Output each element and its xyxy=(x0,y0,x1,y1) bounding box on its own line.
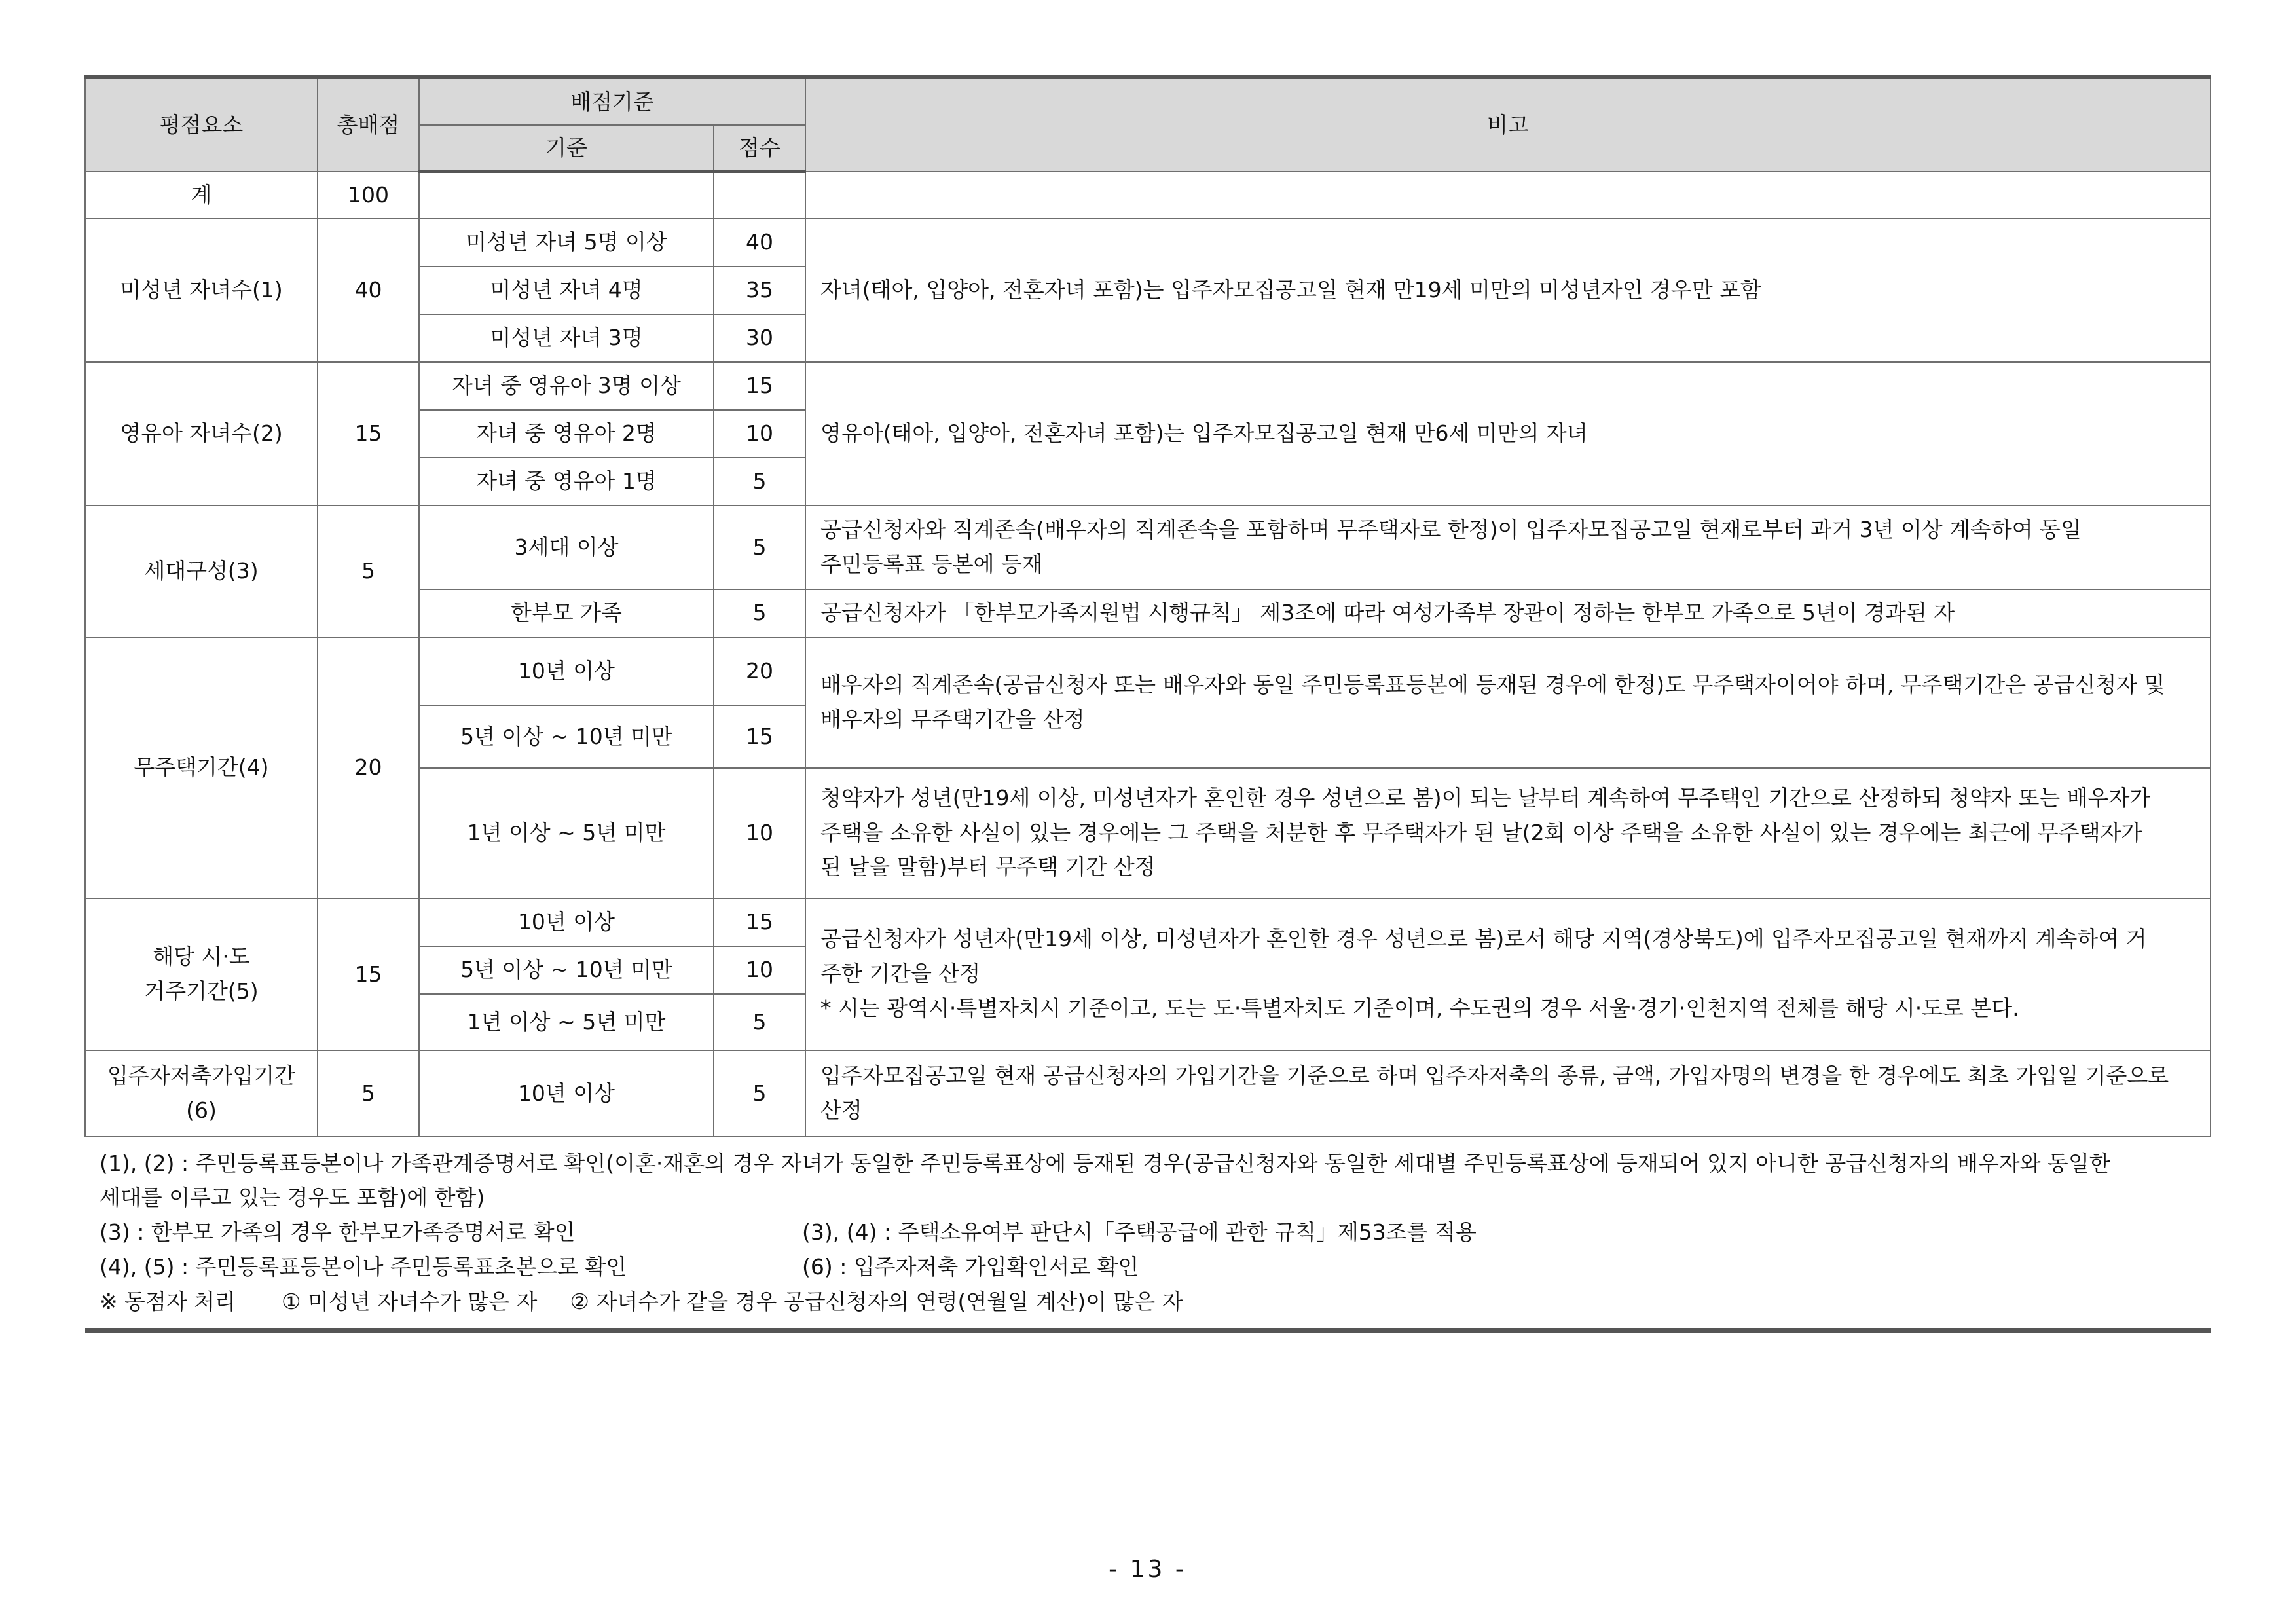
score-cell: 30 xyxy=(714,314,805,362)
remark-line: 청약자가 성년(만19세 이상, 미성년자가 혼인한 경우 성년으로 봄)이 되는 날부터 계속하여 무주택인 기간으로 산정하되 청약자 또는 배우자가 xyxy=(820,784,2151,811)
notes-cell xyxy=(85,1137,2211,1331)
score-cell: 20 xyxy=(714,637,805,705)
factor-line: 입주자저축가입기간 xyxy=(107,1062,295,1088)
criteria-cell: 10년 이상 xyxy=(419,898,714,946)
score-cell: 5 xyxy=(714,994,805,1050)
total-cell: 20 xyxy=(318,637,419,898)
score-cell: 5 xyxy=(714,589,805,637)
notes-row xyxy=(85,1137,2211,1331)
header-score: 점수 xyxy=(714,125,805,172)
table-row xyxy=(85,362,2211,410)
remark-cell: 공급신청자가 「한부모가족지원법 시행규칙」 제3조에 따라 여성가족부 장관이 정하는 한부모 가족으로 5년이 경과된 자 xyxy=(805,589,2211,637)
criteria-cell: 자녀 중 영유아 2명 xyxy=(419,410,714,458)
tie-rule-1: ① 미성년 자녀수가 많은 자 xyxy=(282,1288,538,1314)
criteria-cell: 5년 이상 ~ 10년 미만 xyxy=(419,946,714,994)
header-criteria: 기준 xyxy=(419,125,714,172)
criteria-cell: 1년 이상 ~ 5년 미만 xyxy=(419,768,714,898)
remark-line: 된 날을 말함)부터 무주택 기간 산정 xyxy=(820,854,1156,880)
header-factor: 평점요소 xyxy=(85,77,318,172)
note-line: 세대를 이루고 있는 경우도 포함)에 한함) xyxy=(100,1185,485,1211)
note-line xyxy=(100,1250,2196,1285)
tie-break-line xyxy=(100,1285,2196,1320)
tie-rule-2: ② 자녀수가 같을 경우 공급신청자의 연령(연월일 계산)이 많은 자 xyxy=(570,1288,1183,1314)
page-number: - 13 - xyxy=(1109,1556,1186,1583)
total-cell: 15 xyxy=(318,362,419,506)
factor-cell: 세대구성(3) xyxy=(85,506,318,637)
criteria-cell: 미성년 자녀 5명 이상 xyxy=(419,219,714,267)
remark-cell: 영유아(태아, 입양아, 전혼자녀 포함)는 입주자모집공고일 현재 만6세 미만의 자녀 xyxy=(805,362,2211,506)
criteria-cell: 미성년 자녀 4명 xyxy=(419,267,714,314)
score-cell: 15 xyxy=(714,898,805,946)
table-row xyxy=(85,898,2211,946)
remark-line: 배우자의 직계존속(공급신청자 또는 배우자와 동일 주민등록표등본에 등재된 경우에 한정)도 무주택자이어야 하며, 무주택기간은 공급신청자 및 xyxy=(820,671,2165,697)
remark-cell xyxy=(805,898,2211,1050)
score-cell: 15 xyxy=(714,705,805,768)
factor-line: 거주기간(5) xyxy=(144,978,259,1004)
score-cell: 5 xyxy=(714,506,805,589)
remark-cell: 자녀(태아, 입양아, 전혼자녀 포함)는 입주자모집공고일 현재 만19세 미만의 미성년자인 경우만 포함 xyxy=(805,219,2211,362)
criteria-cell: 10년 이상 xyxy=(419,637,714,705)
note-left: (4), (5) : 주민등록표등본이나 주민등록표초본으로 확인 xyxy=(100,1253,627,1280)
score-cell: 40 xyxy=(714,219,805,267)
factor-cell xyxy=(85,1050,318,1137)
score-cell: 15 xyxy=(714,362,805,410)
table-row xyxy=(85,219,2211,267)
criteria-cell: 1년 이상 ~ 5년 미만 xyxy=(419,994,714,1050)
remark-line: 산정 xyxy=(820,1097,862,1123)
total-label: 계 xyxy=(85,172,318,219)
factor-line: 해당 시·도 xyxy=(153,943,250,969)
remark-cell xyxy=(805,506,2211,589)
total-cell: 15 xyxy=(318,898,419,1050)
score-cell: 10 xyxy=(714,768,805,898)
remark-line: 공급신청자가 성년자(만19세 이상, 미성년자가 혼인한 경우 성년으로 봄)로서 해당 지역(경상북도)에 입주자모집공고일 현재까지 계속하여 거 xyxy=(820,926,2147,952)
criteria-cell: 자녀 중 영유아 1명 xyxy=(419,458,714,506)
table-row xyxy=(85,506,2211,589)
remark-line: 주택을 소유한 사실이 있는 경우에는 그 주택을 처분한 후 무주택자가 된 날(2회 이상 주택을 소유한 사실이 있는 경우에는 최근에 무주택자가 xyxy=(820,819,2142,845)
criteria-cell: 미성년 자녀 3명 xyxy=(419,314,714,362)
remark-cell xyxy=(805,768,2211,898)
remark-line: * 시는 광역시·특별자치시 기준이고, 도는 도·특별자치도 기준이며, 수도권의 경우 서울·경기·인천지역 전체를 해당 시·도로 본다. xyxy=(820,995,2019,1021)
score-cell: 10 xyxy=(714,946,805,994)
table-row-total xyxy=(85,172,2211,219)
remark-line: 배우자의 무주택기간을 산정 xyxy=(820,706,1085,732)
note-right: (3), (4) : 주택소유여부 판단시「주택공급에 관한 규칙」제53조를 적용 xyxy=(802,1219,1477,1246)
factor-cell: 영유아 자녀수(2) xyxy=(85,362,318,506)
factor-cell: 무주택기간(4) xyxy=(85,637,318,898)
score-cell: 5 xyxy=(714,458,805,506)
header-total: 총배점 xyxy=(318,77,419,172)
criteria-cell: 5년 이상 ~ 10년 미만 xyxy=(419,705,714,768)
factor-cell xyxy=(85,898,318,1050)
factor-cell: 미성년 자녀수(1) xyxy=(85,219,318,362)
header-remark: 비고 xyxy=(805,77,2211,172)
remark-line: 공급신청자와 직계존속(배우자의 직계존속을 포함하며 무주택자로 한정)이 입주자모집공고일 현재로부터 과거 3년 이상 계속하여 동일 xyxy=(820,516,2082,542)
total-cell: 40 xyxy=(318,219,419,362)
criteria-cell: 3세대 이상 xyxy=(419,506,714,589)
criteria-cell: 10년 이상 xyxy=(419,1050,714,1137)
note-right: (6) : 입주자저축 가입확인서로 확인 xyxy=(802,1253,1139,1280)
table-row xyxy=(85,637,2211,705)
tie-label: ※ 동점자 처리 xyxy=(100,1288,236,1314)
criteria-cell: 한부모 가족 xyxy=(419,589,714,637)
total-cell: 5 xyxy=(318,506,419,637)
header-criteria-group: 배점기준 xyxy=(419,77,805,125)
remark-line: 입주자모집공고일 현재 공급신청자의 가입기간을 기준으로 하며 입주자저축의 종류, 금액, 가입자명의 변경을 한 경우에도 최초 가입일 기준으로 xyxy=(820,1062,2169,1088)
remark-cell xyxy=(805,1050,2211,1137)
score-table xyxy=(84,75,2211,1333)
table-row xyxy=(85,1050,2211,1137)
criteria-cell: 자녀 중 영유아 3명 이상 xyxy=(419,362,714,410)
score-cell: 5 xyxy=(714,1050,805,1137)
note-line: (1), (2) : 주민등록표등본이나 가족관계증명서로 확인(이혼·재혼의 경우 자녀가 동일한 주민등록표상에 등재된 경우(공급신청자와 동일한 세대별 주민등록표상에 등재되어 있지 아니한 공급신청자의 배우자와 동일한 xyxy=(100,1150,2110,1176)
remark-line: 주한 기간을 산정 xyxy=(820,961,981,987)
remark-line: 주민등록표 등본에 등재 xyxy=(820,551,1043,577)
total-cell: 5 xyxy=(318,1050,419,1137)
score-cell: 35 xyxy=(714,267,805,314)
score-cell: 10 xyxy=(714,410,805,458)
note-left: (3) : 한부모 가족의 경우 한부모가족증명서로 확인 xyxy=(100,1219,576,1246)
factor-line: (6) xyxy=(186,1097,217,1123)
total-score: 100 xyxy=(318,172,419,219)
remark-cell xyxy=(805,637,2211,768)
note-line xyxy=(100,1215,2196,1250)
